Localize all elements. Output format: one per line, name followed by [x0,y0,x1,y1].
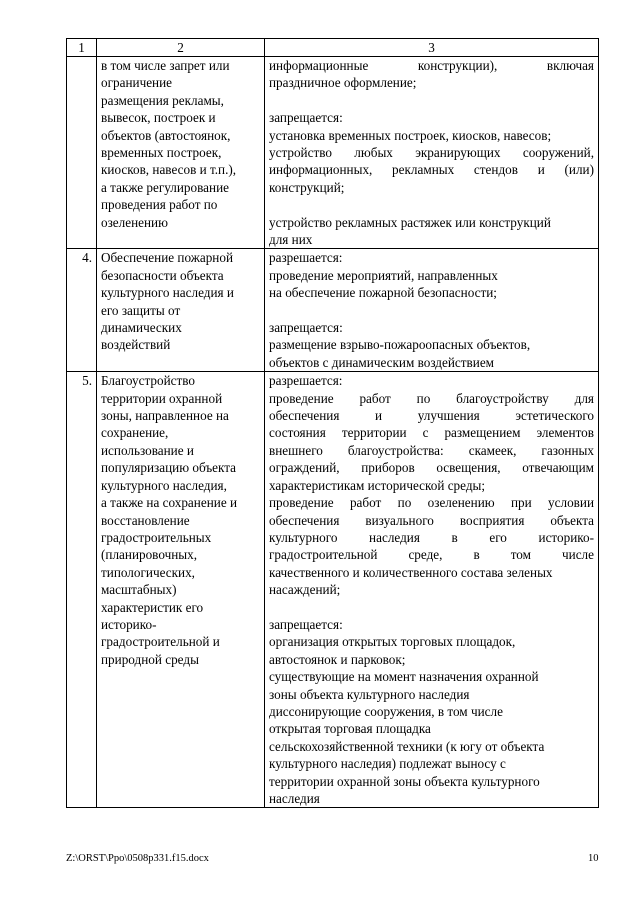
row-subject: Обеспечение пожарной безопасности объекта культурного наследия и его защиты от динамических воздействий [97,249,265,372]
table-row [67,57,599,249]
header-col-1: 1 [67,39,97,57]
header-col-3: 3 [265,39,599,57]
row-number: 4. [67,249,97,372]
row-requirements: разрешается: проведение мероприятий, направленных на обеспечение пожарной безопасности; запрещается: размещение взрыво-пожароопасных объектов, объектов с динамическим воздействием [265,249,599,372]
table-row [67,372,599,808]
footer-file-path: Z:\ORST\Ppo\0508p331.f15.docx [66,853,209,864]
row-number [67,57,97,249]
row-requirements: информационные конструкции), включая праздничное оформление; запрещается: установка временных построек, киосков, навесов; устройство любых экранирующих сооружений, информационных, рекламных стендов и (или) конструкций; устройство рекламных растяжек или конструкций для них [265,57,599,249]
table-header-row [67,39,599,57]
header-col-2: 2 [97,39,265,57]
table-row [67,249,599,372]
row-subject: Благоустройство территории охранной зоны, направленное на сохранение, использование и популяризацию объекта культурного наследия, а также на сохранение и восстановление градостроительных (планировочных, типологических, масштабных) характеристик его историко- градостроительной и природной среды [97,372,265,808]
row-number: 5. [67,372,97,808]
footer-page-number: 10 [588,853,599,864]
row-requirements: разрешается: проведение работ по благоустройству для обеспечения и улучшения эстетического состояния территории с размещением элементов внешнего благоустройства: скамеек, газонных ограждений, приборов освещения, отвечающим характеристикам исторической среды; проведение работ по озеленению при условии обеспечения визуального восприятия объекта культурного наследия в его историко- градостроительной среде, в том числе качественного и количественного состава зеленых насаждений; запрещается: организация открытых торговых площадок, автостоянок и парковок; существующие на момент назначения охранной зоны объекта культурного наследия диссонирующие сооружения, в том числе открытая торговая площадка сельскохозяйственной техники (к югу от объекта культурного наследия) подлежат выносу с территории охранной зоны объекта культурного наследия [265,372,599,808]
document-table [66,38,599,808]
row-subject: в том числе запрет или ограничение размещения рекламы, вывесок, построек и объектов (автостоянок, временных построек, киосков, навесов и т.п.), а также регулирование проведения работ по озеленению [97,57,265,249]
